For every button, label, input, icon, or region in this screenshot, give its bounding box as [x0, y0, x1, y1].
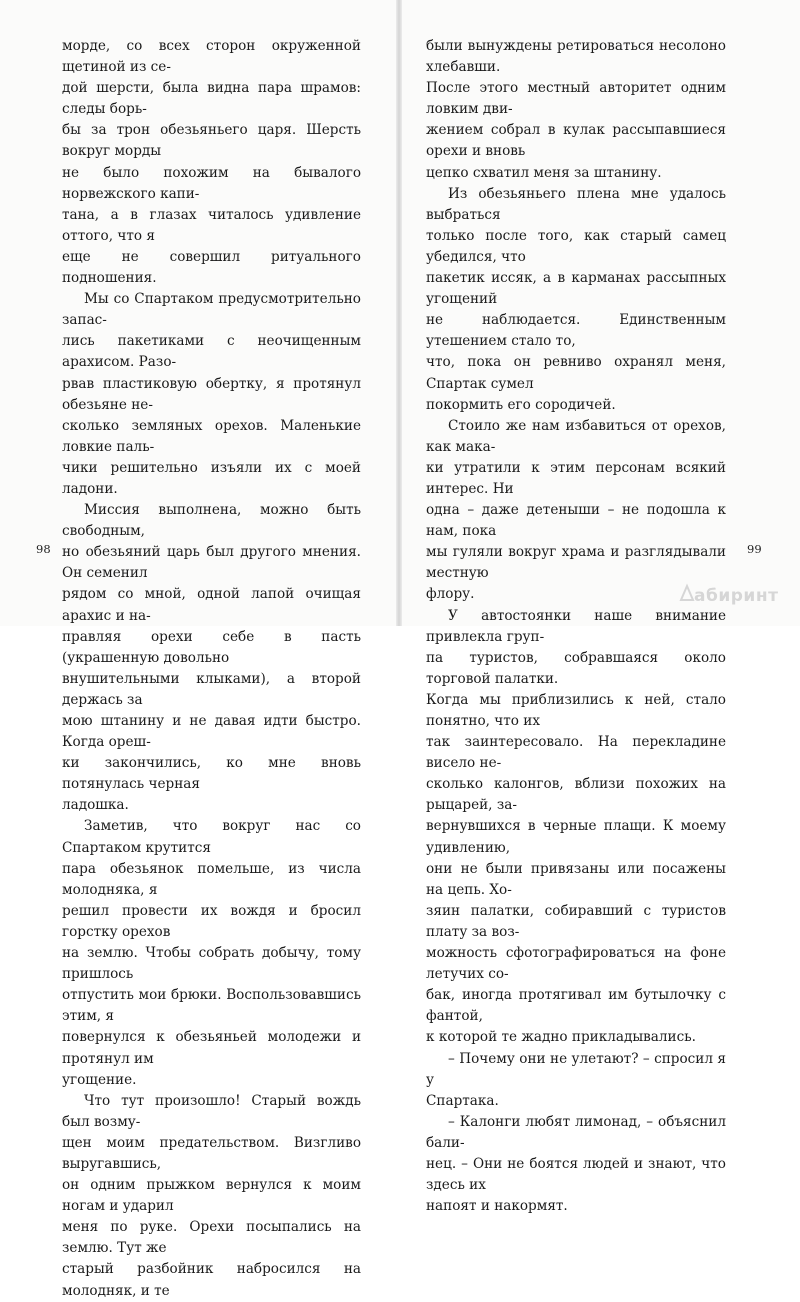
text-line: что, пока он ревниво охранял меня, Спартак сумел	[426, 354, 726, 392]
labirint-logo-icon	[680, 585, 694, 601]
text-line: У автостоянки наше внимание привлекла груп-	[426, 607, 726, 645]
text-line: можность сфотографироваться на фоне летучих со-	[426, 945, 726, 983]
text-line: были вынуждены ретироваться несолоно хлебавши.	[426, 38, 726, 76]
text-line: угощение.	[62, 1071, 137, 1088]
text-line: к которой те жадно прикладывались.	[426, 1029, 696, 1046]
text-line: Спартака.	[426, 1092, 499, 1109]
text-line: правляя орехи себе в пасть (украшенную довольно	[62, 628, 361, 666]
text-line: только после того, как старый самец убедился, что	[426, 227, 726, 265]
text-line: сколько земляных орехов. Маленькие ловкие паль-	[62, 417, 361, 455]
text-line: жением собрал в кулак рассыпавшиеся орехи и вновь	[426, 122, 726, 160]
text-line: мою штанину и не давая идти быстро. Когда ореш-	[62, 713, 361, 751]
text-line: Из обезьяньего плена мне удалось выбраться	[426, 185, 726, 223]
text-line: пара обезьянок помельше, из числа молодняка, я	[62, 860, 361, 898]
watermark-text: абиринт	[694, 586, 779, 606]
text-line: Миссия выполнена, можно быть свободным,	[62, 502, 361, 540]
text-line: – Почему они не улетают? – спросил я у	[426, 1050, 726, 1088]
text-line: па туристов, собравшаяся около торговой палатки.	[426, 649, 726, 687]
text-line: цепко схватил меня за штанину.	[426, 164, 662, 181]
labirint-watermark	[680, 585, 778, 606]
text-line: Стоило же нам избавиться от орехов, как мака-	[426, 417, 726, 455]
text-line: но обезьяний царь был другого мнения. Он семенил	[62, 544, 361, 582]
text-line: дой шерсти, была видна пара шрамов: следы борь-	[62, 80, 361, 118]
text-line: не было похожим на бывалого норвежского капи-	[62, 164, 361, 202]
text-line: чики решительно изъяли их с моей ладони.	[62, 459, 361, 497]
text-line: тана, а в глазах читалось удивление оттого, что я	[62, 206, 361, 244]
text-line: мы гуляли вокруг храма и разглядывали местную	[426, 544, 726, 582]
text-line: Заметив, что вокруг нас со Спартаком крутится	[62, 818, 361, 856]
text-line: флору.	[426, 586, 475, 603]
text-line: старый разбойник набросился на молодняк, и те	[62, 1261, 361, 1299]
text-line: ки закончились, ко мне вновь потянулась черная	[62, 755, 361, 793]
text-line: повернулся к обезьяньей молодежи и протянул им	[62, 1029, 361, 1067]
text-line: ки утратили к этим персонам всякий интерес. Ни	[426, 459, 726, 497]
text-line: зяин палатки, собиравший с туристов плату за воз-	[426, 902, 726, 940]
text-line: не наблюдается. Единственным утешением стало то,	[426, 312, 726, 350]
text-line: напоят и накормят.	[426, 1198, 568, 1215]
text-line: нец. – Они не боятся людей и знают, что здесь их	[426, 1155, 726, 1194]
text-line: сколько калонгов, вблизи похожих на рыцарей, за-	[426, 776, 726, 814]
text-line: рвав пластиковую обертку, я протянул обезьяне не-	[62, 375, 361, 413]
text-line: отпустить мои брюки. Воспользовавшись этим, я	[62, 987, 361, 1025]
text-line: покормить его сородичей.	[426, 396, 616, 413]
text-line: бы за трон обезьяньего царя. Шерсть вокруг морды	[62, 122, 361, 160]
text-line: ладошка.	[62, 797, 129, 814]
left-page-text	[62, 36, 361, 1302]
text-line: Когда мы приблизились к ней, стало понятно, что их	[426, 691, 726, 729]
text-line: морде, со всех сторон окруженной щетиной из се-	[62, 38, 361, 76]
text-line: одна – даже детеныши – не подошла к нам, пока	[426, 502, 726, 540]
text-line: так заинтересовало. На перекладине висело не-	[426, 734, 726, 772]
text-line: внушительными клыками), а второй держась за	[62, 670, 361, 708]
text-line: Мы со Спартаком предусмотрительно запас-	[62, 291, 361, 329]
text-line: пакетик иссяк, а в карманах рассыпных угощений	[426, 270, 726, 308]
text-line: вернувшихся в черные плащи. К моему удивлению,	[426, 818, 726, 856]
text-line: рядом со мной, одной лапой очищая арахис и на-	[62, 586, 361, 624]
text-line: решил провести их вождя и бросил горстку орехов	[62, 902, 361, 940]
text-line: еще не совершил ритуального подношения.	[62, 248, 361, 287]
text-line: на землю. Чтобы собрать добычу, тому пришлось	[62, 945, 361, 983]
text-line: меня по руке. Орехи посыпались на землю. Тут же	[62, 1219, 361, 1257]
text-line: Что тут произошло! Старый вождь был возму-	[62, 1092, 361, 1130]
text-line: лись пакетиками с неочищенным арахисом. Разо-	[62, 333, 361, 371]
text-line: они не были привязаны или посажены на цепь. Хо-	[426, 860, 726, 898]
text-line: он одним прыжком вернулся к моим ногам и ударил	[62, 1177, 361, 1215]
text-line: – Калонги любят лимонад, – объяснил бали-	[426, 1113, 726, 1151]
text-line: бак, иногда протягивал им бутылочку с фантой,	[426, 987, 726, 1025]
text-line: После этого местный авторитет одним ловким дви-	[426, 80, 726, 118]
text-line: щен моим предательством. Визгливо выругавшись,	[62, 1134, 361, 1172]
right-page-text	[426, 36, 726, 1217]
page-gutter	[396, 0, 402, 626]
page-number-right: 99	[747, 542, 762, 556]
page-number-left: 98	[36, 542, 51, 556]
